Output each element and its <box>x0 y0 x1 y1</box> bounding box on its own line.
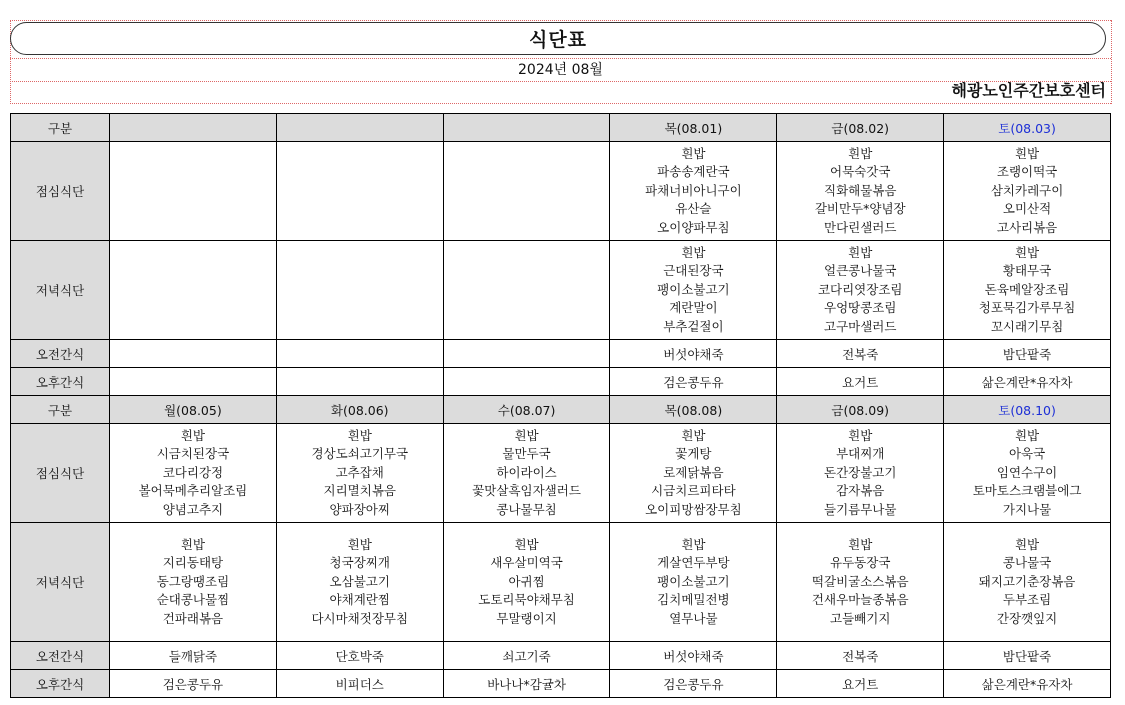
dish-item: 직화해물볶음 <box>824 182 897 198</box>
lunch-cell <box>944 424 1111 523</box>
dinner-cell <box>610 523 777 642</box>
dish-item: 흰밥 <box>180 536 205 552</box>
dish-item: 흰밥 <box>1014 145 1040 161</box>
page-guide-line <box>10 20 1111 21</box>
dish-item: 오이양파무침 <box>657 219 730 235</box>
dish-item: 계란말이 <box>669 300 718 316</box>
dish-item: 가지나물 <box>1002 501 1052 517</box>
dish-item: 고구마샐러드 <box>824 318 897 334</box>
dish-item: 청포묵김가루무침 <box>978 300 1076 316</box>
dish-item: 조랭이떡국 <box>996 164 1058 180</box>
page-guide-line <box>10 81 1111 82</box>
dish-item: 볼어묵메추리알조림 <box>138 483 248 499</box>
category-label: 구분 <box>11 396 110 424</box>
lunch-row <box>11 142 1111 241</box>
dish-item: 부대찌개 <box>836 446 885 462</box>
pm-snack-label: 오후간식 <box>11 368 110 396</box>
dish-item: 게살연두부탕 <box>657 555 730 571</box>
dish-item: 삼치카레구이 <box>990 182 1064 198</box>
am-snack-cell: 단호박죽 <box>276 642 443 670</box>
dish-item: 야채계란찜 <box>329 592 390 608</box>
dish-item: 흰밥 <box>848 536 873 552</box>
dinner-cell <box>944 523 1111 642</box>
am-snack-cell: 들깨닭죽 <box>110 642 277 670</box>
dish-item: 유두동장국 <box>830 555 891 571</box>
dish-item: 흰밥 <box>848 427 873 443</box>
dish-item: 얼큰콩나물국 <box>824 263 897 279</box>
day-header-row <box>11 114 1111 142</box>
dish-item: 오삼불고기 <box>329 573 390 589</box>
day-header: 금(08.09) <box>777 396 944 424</box>
dish-item: 꽃맛살흑임자샐러드 <box>472 483 581 499</box>
day-header: 수(08.07) <box>443 396 610 424</box>
am-snack-row <box>11 642 1111 670</box>
dish-item: 고사리볶음 <box>996 219 1058 235</box>
dish-item: 코다리엿장조림 <box>817 281 903 297</box>
pm-snack-cell: 비피더스 <box>276 670 443 698</box>
am-snack-cell: 밤단팥죽 <box>944 642 1111 670</box>
am-snack-cell <box>443 340 610 368</box>
dish-item: 흰밥 <box>681 427 706 443</box>
lunch-cell <box>443 142 610 241</box>
dish-item: 부추겉절이 <box>663 318 724 334</box>
dish-item: 유산슬 <box>675 201 712 217</box>
dinner-cell <box>443 523 610 642</box>
day-header: 목(08.01) <box>610 114 777 142</box>
day-header: 토(08.03) <box>944 114 1111 142</box>
pm-snack-cell: 바나나*감귤차 <box>443 670 610 698</box>
dinner-cell <box>276 241 443 340</box>
dish-item: 흰밥 <box>1014 427 1040 443</box>
dish-item: 흰밥 <box>848 145 873 161</box>
dish-item: 동그랑땡조림 <box>156 573 230 589</box>
pm-snack-cell <box>110 368 277 396</box>
dish-item: 근대된장국 <box>663 263 724 279</box>
dish-item: 꽃게탕 <box>675 446 712 462</box>
lunch-cell <box>276 424 443 523</box>
center-name: 해광노인주간보호센터 <box>951 81 1106 100</box>
am-snack-cell: 밤단팥죽 <box>944 340 1111 368</box>
dish-item: 흰밥 <box>347 536 372 552</box>
day-header: 목(08.08) <box>610 396 777 424</box>
day-header-row <box>11 396 1111 424</box>
dish-item: 흰밥 <box>1014 244 1040 260</box>
lunch-cell <box>110 142 277 241</box>
day-header: 화(08.06) <box>276 396 443 424</box>
pm-snack-cell <box>443 368 610 396</box>
dish-item: 아귀찜 <box>508 573 545 589</box>
dish-item: 양념고추지 <box>162 501 224 517</box>
dish-item: 새우살미역국 <box>490 555 563 571</box>
am-snack-label: 오전간식 <box>11 642 110 670</box>
dinner-cell <box>110 523 277 642</box>
day-header <box>276 114 443 142</box>
dinner-cell <box>110 241 277 340</box>
dish-item: 돈간장불고기 <box>824 464 897 480</box>
pm-snack-row <box>11 368 1111 396</box>
dish-item: 어묵숙갓국 <box>830 164 891 180</box>
dinner-cell <box>777 241 944 340</box>
dish-item: 흰밥 <box>1014 536 1040 552</box>
dish-item: 팽이소불고기 <box>657 281 730 297</box>
pm-snack-cell: 요거트 <box>777 368 944 396</box>
dinner-label: 저녁식단 <box>11 523 110 642</box>
dish-item: 임연수구이 <box>996 464 1058 480</box>
dish-item: 아욱국 <box>1008 446 1046 462</box>
dish-item: 돈육메알장조림 <box>984 281 1070 297</box>
am-snack-cell: 버섯야채죽 <box>610 642 777 670</box>
dish-item: 떡갈비굴소스볶음 <box>811 573 909 589</box>
pm-snack-cell: 검은콩두유 <box>610 670 777 698</box>
dish-item: 갈비만두*양념장 <box>814 201 906 217</box>
day-header <box>110 114 277 142</box>
day-header: 월(08.05) <box>110 396 277 424</box>
day-header: 토(08.10) <box>944 396 1111 424</box>
dish-item: 돼지고기춘장볶음 <box>978 573 1076 589</box>
lunch-label: 점심식단 <box>11 142 110 241</box>
lunch-cell <box>610 142 777 241</box>
dish-item: 순대콩나물찜 <box>156 592 230 608</box>
lunch-cell <box>777 424 944 523</box>
pm-snack-cell: 삶은계란*유자차 <box>944 368 1111 396</box>
weekly-menu-table <box>10 113 1111 698</box>
am-snack-label: 오전간식 <box>11 340 110 368</box>
dinner-cell <box>944 241 1111 340</box>
pm-snack-label: 오후간식 <box>11 670 110 698</box>
dish-item: 경상도쇠고기무국 <box>311 446 409 462</box>
lunch-cell <box>110 424 277 523</box>
dish-item: 도토리묵야채무침 <box>478 592 575 608</box>
pm-snack-cell: 요거트 <box>777 670 944 698</box>
day-header: 금(08.02) <box>777 114 944 142</box>
dish-item: 고들빼기지 <box>830 610 891 626</box>
page-guide-line <box>1111 20 1112 104</box>
dish-item: 토마토스크램블에그 <box>972 483 1082 499</box>
am-snack-cell <box>110 340 277 368</box>
pm-snack-cell <box>276 368 443 396</box>
lunch-row <box>11 424 1111 523</box>
dish-item: 코다리강정 <box>162 464 224 480</box>
dish-item: 흰밥 <box>514 427 539 443</box>
dish-item: 지리멸치볶음 <box>323 483 396 499</box>
dish-item: 건파래볶음 <box>162 610 224 626</box>
dish-item: 청국장찌개 <box>329 555 390 571</box>
dish-item: 흰밥 <box>681 145 706 161</box>
dish-item: 꼬시래기무침 <box>990 318 1064 334</box>
menu-title: 식단표 <box>10 22 1106 55</box>
dish-item: 간장깻잎지 <box>996 610 1058 626</box>
dish-item: 물만두국 <box>502 446 551 462</box>
dish-item: 건새우마늘종볶음 <box>811 592 909 608</box>
pm-snack-cell: 검은콩두유 <box>110 670 277 698</box>
dish-item: 콩나물국 <box>1002 555 1052 571</box>
am-snack-cell: 쇠고기죽 <box>443 642 610 670</box>
dish-item: 시금치된장국 <box>156 446 230 462</box>
dish-item: 흰밥 <box>681 244 706 260</box>
dish-item: 흰밥 <box>848 244 873 260</box>
am-snack-cell <box>276 340 443 368</box>
dish-item: 무말랭이지 <box>496 610 557 626</box>
lunch-cell <box>944 142 1111 241</box>
page-guide-line <box>10 103 1111 104</box>
dish-item: 시금치르피타타 <box>651 483 736 499</box>
dish-item: 파채너비아니구이 <box>645 182 742 198</box>
dish-item: 만다린샐러드 <box>824 219 897 235</box>
dish-item: 흰밥 <box>180 427 205 443</box>
dish-item: 들기름무나물 <box>824 501 897 517</box>
lunch-label: 점심식단 <box>11 424 110 523</box>
dish-item: 흰밥 <box>347 427 372 443</box>
lunch-cell <box>777 142 944 241</box>
dish-item: 콩나물무침 <box>496 501 557 517</box>
page-guide-line <box>10 58 1111 59</box>
lunch-cell <box>276 142 443 241</box>
pm-snack-cell: 삶은계란*유자차 <box>944 670 1111 698</box>
lunch-cell <box>610 424 777 523</box>
dish-item: 오미산적 <box>1002 201 1052 217</box>
category-label: 구분 <box>11 114 110 142</box>
dish-item: 팽이소불고기 <box>657 573 730 589</box>
dish-item: 감자볶음 <box>836 483 885 499</box>
dish-item: 두부조림 <box>1002 592 1052 608</box>
dish-item: 로제닭볶음 <box>663 464 724 480</box>
dish-item: 황태무국 <box>1002 263 1052 279</box>
dish-item: 열무나물 <box>669 610 718 626</box>
dish-item: 흰밥 <box>681 536 706 552</box>
dinner-label: 저녁식단 <box>11 241 110 340</box>
dish-item: 우엉땅콩조림 <box>824 300 897 316</box>
menu-month: 2024년 08월 <box>518 62 603 78</box>
dinner-cell <box>443 241 610 340</box>
lunch-cell <box>443 424 610 523</box>
am-snack-cell: 전복죽 <box>777 340 944 368</box>
am-snack-cell: 버섯야채죽 <box>610 340 777 368</box>
am-snack-cell: 전복죽 <box>777 642 944 670</box>
dinner-row <box>11 241 1111 340</box>
dinner-cell <box>777 523 944 642</box>
dish-item: 하이라이스 <box>496 464 557 480</box>
dish-item: 다시마채젓장무침 <box>311 610 409 626</box>
pm-snack-row <box>11 670 1111 698</box>
dinner-cell <box>610 241 777 340</box>
dish-item: 고추잡채 <box>335 464 384 480</box>
dish-item: 파송송계란국 <box>657 164 730 180</box>
dinner-row <box>11 523 1111 642</box>
dish-item: 흰밥 <box>514 536 539 552</box>
am-snack-row <box>11 340 1111 368</box>
pm-snack-cell: 검은콩두유 <box>610 368 777 396</box>
dish-item: 양파장아찌 <box>329 501 390 517</box>
dish-item: 오이피망쌈장무침 <box>645 501 742 517</box>
dish-item: 김치메밀전병 <box>657 592 730 608</box>
dinner-cell <box>276 523 443 642</box>
day-header <box>443 114 610 142</box>
dish-item: 지리동태탕 <box>162 555 224 571</box>
